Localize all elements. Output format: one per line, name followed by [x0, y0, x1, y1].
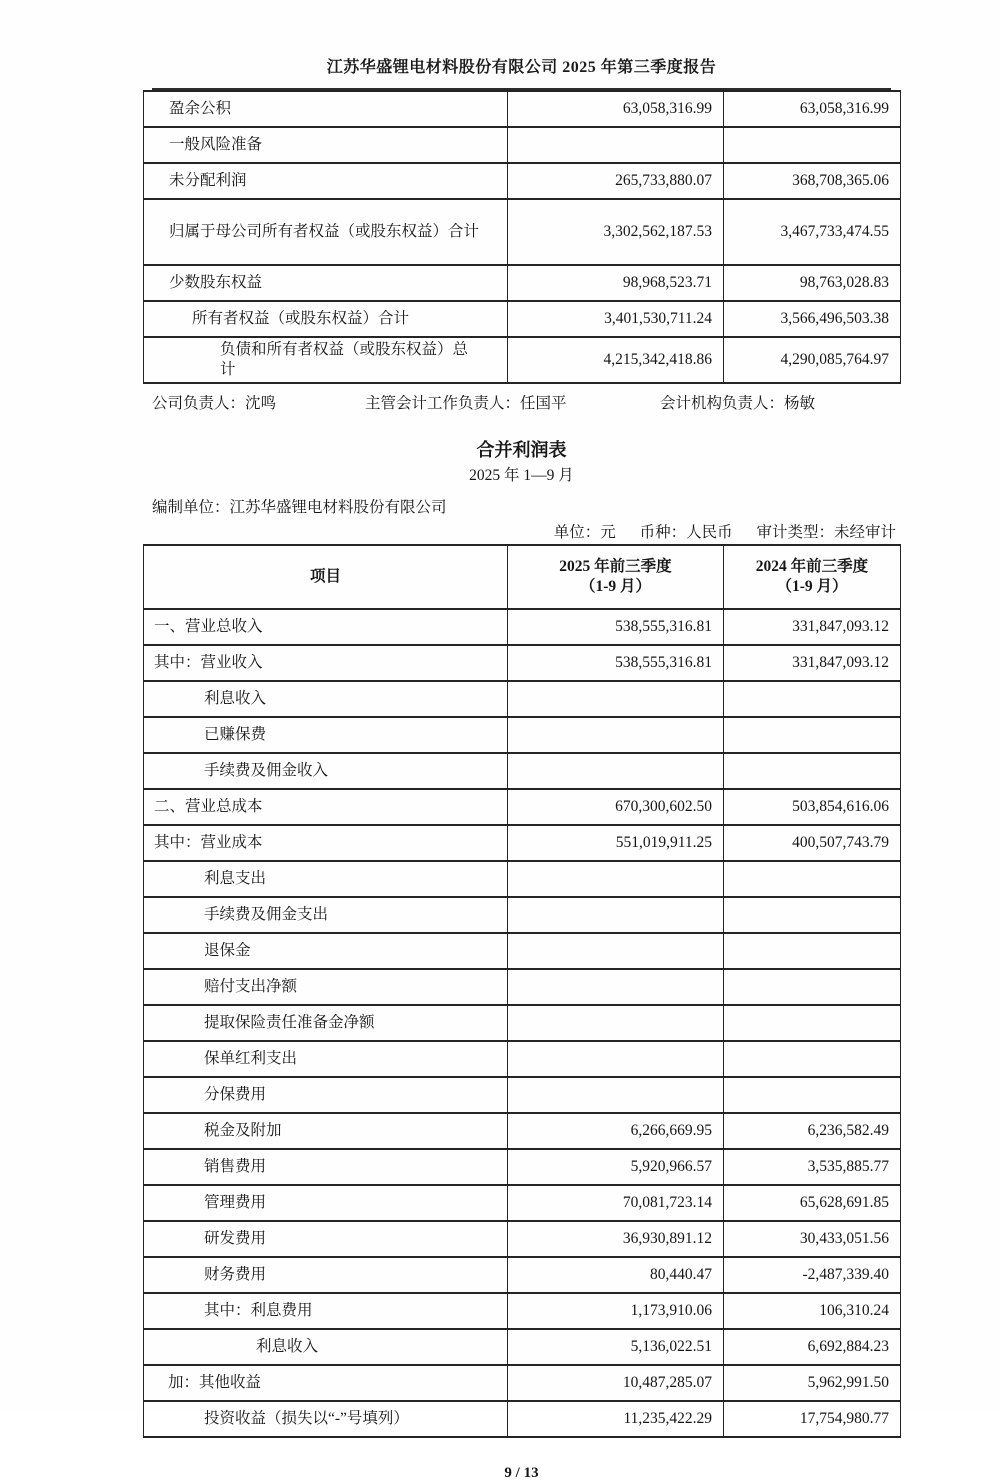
row-label: 手续费及佣金支出: [144, 897, 508, 933]
row-label: 税金及附加: [144, 1113, 508, 1149]
row-value-current: 5,136,022.51: [508, 1329, 724, 1365]
row-label: 销售费用: [144, 1149, 508, 1185]
row-value-current: 11,235,422.29: [508, 1401, 724, 1437]
table-row: [144, 265, 901, 301]
table-row: [144, 127, 901, 163]
table-row: [144, 825, 901, 861]
row-value-prior: 65,628,691.85: [724, 1185, 901, 1221]
row-value-prior: [724, 681, 901, 717]
balance-sheet-bottom-table: [143, 90, 901, 384]
row-value-current: [508, 1005, 724, 1041]
row-value-current: 538,555,316.81: [508, 645, 724, 681]
row-value-prior: 5,962,991.50: [724, 1365, 901, 1401]
row-value-prior: [724, 1041, 901, 1077]
row-value-current: [508, 861, 724, 897]
table-row: [144, 1221, 901, 1257]
row-value-prior: [724, 933, 901, 969]
row-value-prior: 6,692,884.23: [724, 1329, 901, 1365]
table-row: [144, 861, 901, 897]
row-value-current: 4,215,342,418.86: [508, 337, 724, 383]
row-label: 保单红利支出: [144, 1041, 508, 1077]
row-value-prior: 3,566,496,503.38: [724, 301, 901, 337]
row-value-prior: 331,847,093.12: [724, 645, 901, 681]
row-label: 管理费用: [144, 1185, 508, 1221]
unit-label: 单位：元: [553, 524, 616, 541]
row-label: 研发费用: [144, 1221, 508, 1257]
row-label: 财务费用: [144, 1257, 508, 1293]
row-value-current: [508, 1041, 724, 1077]
column-header-item: 项目: [144, 545, 508, 609]
income-statement-header-row: [144, 545, 901, 609]
row-value-prior: 63,058,316.99: [724, 91, 901, 127]
row-label: 提取保险责任准备金净额: [144, 1005, 508, 1041]
current-period-line1: 2025 年前三季度: [559, 558, 672, 575]
company-head-signature: 公司负责人：沈鸣: [152, 395, 277, 412]
row-value-current: [508, 1077, 724, 1113]
row-value-prior: 98,763,028.83: [724, 265, 901, 301]
table-row: [144, 1149, 901, 1185]
row-value-prior: 30,433,051.56: [724, 1221, 901, 1257]
row-label: 加：其他收益: [144, 1365, 508, 1401]
row-label: 其中：利息费用: [144, 1293, 508, 1329]
row-label: 归属于母公司所有者权益（或股东权益）合计: [144, 199, 508, 265]
row-value-current: 98,968,523.71: [508, 265, 724, 301]
row-value-current: [508, 969, 724, 1005]
income-statement-title: 合并利润表: [476, 440, 567, 460]
row-label: 其中：营业收入: [144, 645, 508, 681]
row-value-current: 6,266,669.95: [508, 1113, 724, 1149]
row-value-current: 5,920,966.57: [508, 1149, 724, 1185]
row-value-prior: 400,507,743.79: [724, 825, 901, 861]
row-label: 所有者权益（或股东权益）合计: [144, 301, 508, 337]
audit-type-label: 审计类型：未经审计: [756, 524, 896, 541]
table-row: [144, 717, 901, 753]
prior-period-line1: 2024 年前三季度: [755, 558, 869, 575]
row-value-current: 36,930,891.12: [508, 1221, 724, 1257]
row-value-prior: 3,535,885.77: [724, 1149, 901, 1185]
table-row: [144, 91, 901, 127]
row-value-current: [508, 127, 724, 163]
chief-accountant-signature: 主管会计工作负责人：任国平: [365, 395, 567, 412]
row-label: 已赚保费: [144, 717, 508, 753]
row-label: 负债和所有者权益（或股东权益）总计: [144, 337, 508, 383]
row-value-prior: [724, 717, 901, 753]
row-value-current: 551,019,911.25: [508, 825, 724, 861]
table-row: [144, 645, 901, 681]
prepared-by-line: 编制单位：江苏华盛锂电材料股份有限公司: [152, 499, 447, 516]
table-row: [144, 1113, 901, 1149]
row-value-current: 70,081,723.14: [508, 1185, 724, 1221]
row-label: 手续费及佣金收入: [144, 753, 508, 789]
row-label: 其中：营业成本: [144, 825, 508, 861]
table-row: [144, 1257, 901, 1293]
row-value-current: 670,300,602.50: [508, 789, 724, 825]
balance-sheet-rows: [144, 91, 901, 383]
row-value-current: 10,487,285.07: [508, 1365, 724, 1401]
row-value-current: 265,733,880.07: [508, 163, 724, 199]
row-value-current: [508, 681, 724, 717]
table-row: [144, 301, 901, 337]
prior-period-line2: （1-9 月）: [776, 578, 848, 595]
row-value-prior: 331,847,093.12: [724, 609, 901, 645]
table-row: [144, 1005, 901, 1041]
column-header-prior-period: [724, 545, 901, 609]
page-number: 9 / 13: [504, 1465, 539, 1481]
table-row: [144, 789, 901, 825]
row-value-prior: [724, 127, 901, 163]
row-value-current: 3,401,530,711.24: [508, 301, 724, 337]
row-value-prior: [724, 897, 901, 933]
row-value-current: 80,440.47: [508, 1257, 724, 1293]
row-value-current: 1,173,910.06: [508, 1293, 724, 1329]
row-value-prior: [724, 1005, 901, 1041]
row-value-prior: -2,487,339.40: [724, 1257, 901, 1293]
row-label: 利息收入: [144, 681, 508, 717]
row-value-prior: 4,290,085,764.97: [724, 337, 901, 383]
row-value-prior: [724, 1077, 901, 1113]
table-row: [144, 1293, 901, 1329]
row-label: 分保费用: [144, 1077, 508, 1113]
currency-label: 币种：人民币: [639, 524, 733, 541]
table-row: [144, 969, 901, 1005]
row-value-current: 63,058,316.99: [508, 91, 724, 127]
row-label: 未分配利润: [144, 163, 508, 199]
income-statement-period: 2025 年 1—9 月: [469, 467, 574, 484]
page-content: [143, 0, 900, 1483]
row-value-prior: 3,467,733,474.55: [724, 199, 901, 265]
row-value-current: [508, 753, 724, 789]
table-row: [144, 163, 901, 199]
statement-meta-line: [143, 522, 900, 544]
column-header-current-period: [508, 545, 724, 609]
table-row: [144, 1185, 901, 1221]
row-value-current: [508, 933, 724, 969]
table-row: [144, 609, 901, 645]
row-label: 赔付支出净额: [144, 969, 508, 1005]
row-value-prior: 368,708,365.06: [724, 163, 901, 199]
row-value-current: [508, 717, 724, 753]
table-row: [144, 199, 901, 265]
row-value-prior: [724, 969, 901, 1005]
row-label: 少数股东权益: [144, 265, 508, 301]
row-value-current: 538,555,316.81: [508, 609, 724, 645]
row-label: 二、营业总成本: [144, 789, 508, 825]
row-value-current: [508, 897, 724, 933]
report-header-title: 江苏华盛锂电材料股份有限公司 2025 年第三季度报告: [326, 59, 717, 76]
accounting-dept-head-signature: 会计机构负责人：杨敏: [660, 395, 816, 412]
table-row: [144, 681, 901, 717]
row-label: 利息支出: [144, 861, 508, 897]
row-label: 一、营业总收入: [144, 609, 508, 645]
table-row: [144, 1041, 901, 1077]
row-value-prior: [724, 753, 901, 789]
row-value-prior: [724, 861, 901, 897]
table-row: [144, 1401, 901, 1437]
row-value-current: 3,302,562,187.53: [508, 199, 724, 265]
income-statement-table: [143, 544, 901, 1438]
table-row: [144, 337, 901, 383]
row-value-prior: 106,310.24: [724, 1293, 901, 1329]
table-row: [144, 1077, 901, 1113]
row-value-prior: 17,754,980.77: [724, 1401, 901, 1437]
table-row: [144, 897, 901, 933]
table-row: [144, 933, 901, 969]
row-label: 盈余公积: [144, 91, 508, 127]
row-label: 退保金: [144, 933, 508, 969]
table-row: [144, 753, 901, 789]
row-value-prior: 503,854,616.06: [724, 789, 901, 825]
row-value-prior: 6,236,582.49: [724, 1113, 901, 1149]
current-period-line2: （1-9 月）: [579, 578, 652, 595]
row-label: 利息收入: [144, 1329, 508, 1365]
table-row: [144, 1329, 901, 1365]
table-row: [144, 1365, 901, 1401]
row-label: 投资收益（损失以“-”号填列）: [144, 1401, 508, 1437]
row-label: 一般风险准备: [144, 127, 508, 163]
income-statement-rows: [144, 609, 901, 1437]
signature-line: [143, 391, 900, 413]
